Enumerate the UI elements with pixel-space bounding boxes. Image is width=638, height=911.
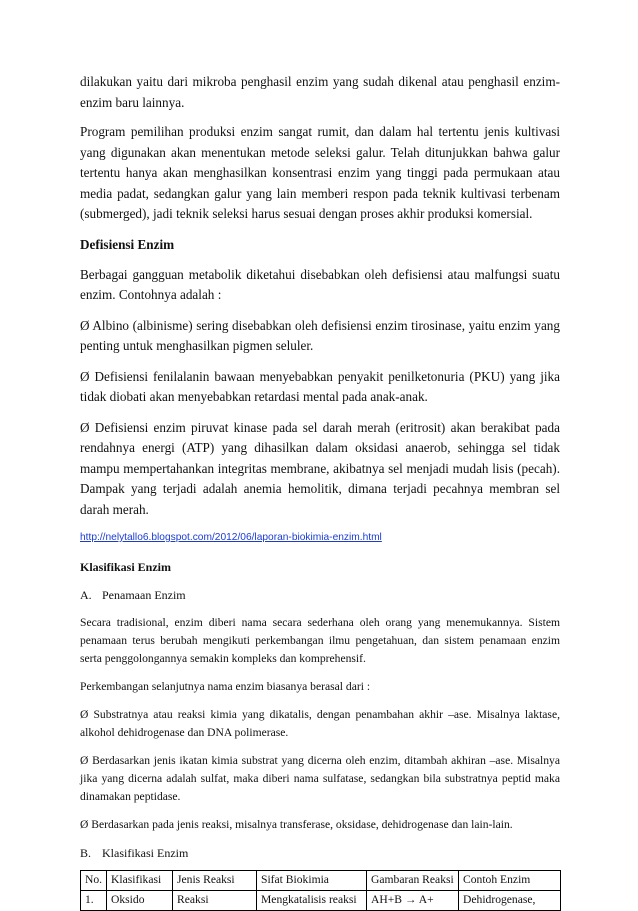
subheading-number: A. [80, 588, 92, 602]
table-cell: Oksido [107, 891, 173, 911]
table-cell: Reaksi [173, 891, 257, 911]
paragraph-gangguan: Berbagai gangguan metabolik diketahui disebabkan oleh defisiensi atau malfungsi suatu enzim. Contohnya adalah : [80, 266, 560, 302]
subheading-label: Klasifikasi Enzim [102, 846, 189, 860]
table-header-cell: No. [81, 871, 107, 891]
classification-table [80, 870, 561, 911]
table-cell: 1. [81, 891, 107, 911]
table-cell: AH+B → A+ [367, 891, 459, 911]
bullet-substrat: Ø Substratnya atau reaksi kimia yang dikatalis, dengan penambahan akhir –ase. Misalnya laktase, alkohol dehidrogenase dan DNA polimerase. [80, 708, 560, 739]
bullet-jenis-reaksi: Ø Berdasarkan pada jenis reaksi, misalnya transferase, oksidase, dehidrogenase dan lain-lain. [80, 818, 513, 831]
bullet-albino: Ø Albino (albinisme) sering disebabkan oleh defisiensi enzim tirosinase, yaitu enzim yang penting untuk menghasilkan pigmen seluler. [80, 317, 560, 353]
table-header-cell: Gambaran Reaksi [367, 871, 459, 891]
subheading-number: B. [80, 846, 92, 860]
bullet-piruvat: Ø Defisiensi enzim piruvat kinase pada sel darah merah (eritrosit) akan berakibat pada rendahnya energi (ATP) yang dihasilkan dalam oksidasi anaerob, sehingga sel tidak mampu mempertahankan integritas membrane, akibatnya sel menjadi mudah lisis (pecah). Dampak yang terjadi adalah anemia hemolitik, dimana terjadi pecahnya membran sel darah merah. [80, 419, 560, 517]
document-page [80, 72, 560, 911]
subheading-penamaan-enzim [80, 586, 560, 604]
heading-defisiensi-enzim: Defisiensi Enzim [80, 236, 175, 252]
table-row [81, 891, 561, 911]
table-cell: Dehidrogenase, [459, 891, 561, 911]
paragraph-program: Program pemilihan produksi enzim sangat rumit, dan dalam hal tertentu jenis kultivasi yang digunakan akan menentukan metode seleksi galur. Telah ditunjukkan bahwa galur tertentu hanya akan menghasilkan konsentrasi enzim yang tinggi pada permukaan atau media padat, sedangkan galur yang lain memberi respon pada teknik kultivasi terbenam (submerged), jadi teknik seleksi harus sesuai dengan proses akhir produksi komersial. [80, 124, 560, 221]
subheading-label: Penamaan Enzim [102, 588, 186, 602]
source-link[interactable]: http://nelytallo6.blogspot.com/2012/06/laporan-biokimia-enzim.html [80, 532, 382, 543]
table-header-cell: Sifat Biokimia [257, 871, 367, 891]
heading-klasifikasi-enzim: Klasifikasi Enzim [80, 560, 172, 574]
bullet-ikatan-kimia: Ø Berdasarkan jenis ikatan kimia substrat yang dicerna oleh enzim, ditambah akhiran –ase. Misalnya jika yang dicerna adalah sulfat, maka diberi nama sulfatase, sedangkan bila substratnya peptid maka dinamakan peptidase. [80, 754, 560, 803]
paragraph-tradisional: Secara tradisional, enzim diberi nama secara sederhana oleh orang yang menemukannya. Sistem penamaan terus berubah mengikuti perkembangan ilmu pengetahuan, dan sistem penamaan enzim serta penggolongannya semakin kompleks dan komprehensif. [80, 616, 560, 665]
table-cell: Mengkatalisis reaksi [257, 891, 367, 911]
table-header-cell: Jenis Reaksi [173, 871, 257, 891]
paragraph-intro: dilakukan yaitu dari mikroba penghasil enzim yang sudah dikenal atau penghasil enzim-enzim baru lainnya. [80, 74, 560, 110]
paragraph-perkembangan: Perkembangan selanjutnya nama enzim biasanya berasal dari : [80, 680, 371, 693]
subheading-klasifikasi-enzim [80, 844, 560, 862]
table-header-cell: Klasifikasi [107, 871, 173, 891]
table-header-row [81, 871, 561, 891]
bullet-pku: Ø Defisiensi fenilalanin bawaan menyebabkan penyakit penilketonuria (PKU) yang jika tidak diobati akan menyebabkan retardasi mental pada anak-anak. [80, 368, 560, 404]
table-header-cell: Contoh Enzim [459, 871, 561, 891]
